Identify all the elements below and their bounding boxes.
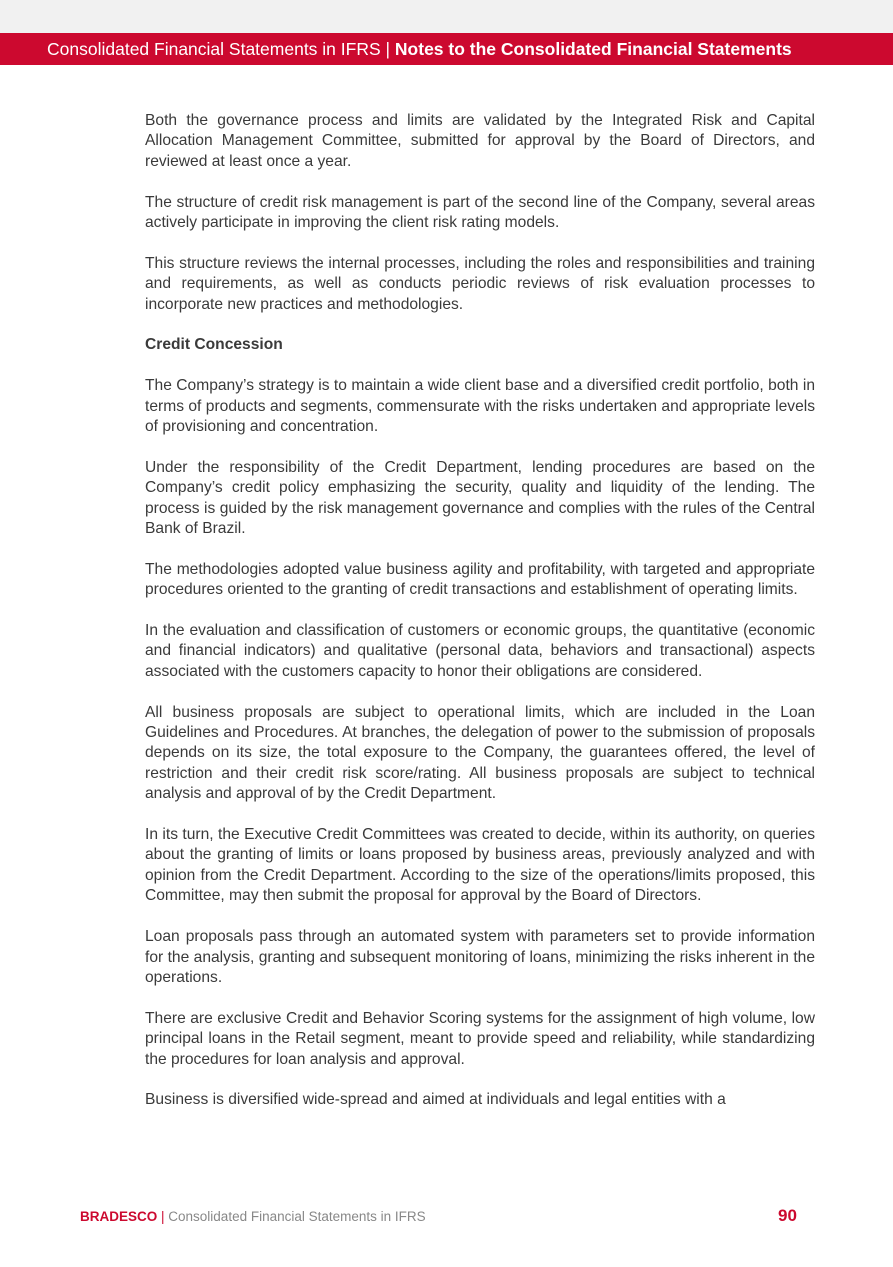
document-body	[145, 111, 815, 1131]
paragraph-reviews: This structure reviews the internal processes, including the roles and responsibilities and training and requirements, as well as conducts periodic reviews of risk evaluation processes to incorporate new practices and methodologies.	[145, 254, 815, 313]
paragraph-committees: In its turn, the Executive Credit Committees was created to decide, within its authority, on queries about the granting of limits or loans proposed by business areas, previously analyzed and with opinion from the Credit Department. According to the size of the operations/limits proposed, this Committee, may then submit the proposal for approval by the Board of Directors.	[145, 826, 815, 905]
paragraph-scoring: There are exclusive Credit and Behavior Scoring systems for the assignment of high volume, low principal loans in the Retail segment, meant to provide speed and reliability, while standardizing the procedures for loan analysis and approval.	[145, 1009, 815, 1068]
paragraph-structure: The structure of credit risk management is part of the second line of the Company, several areas actively participate in improving the client risk rating models.	[145, 193, 815, 232]
footer-brand: BRADESCO	[80, 1209, 158, 1224]
page-number: 90	[778, 1206, 797, 1225]
paragraph-strategy: The Company’s strategy is to maintain a wide client base and a diversified credit portfolio, both in terms of products and segments, commensurate with the risks undertaken and appropriate levels of provisioning and concentration.	[145, 377, 815, 436]
top-strip	[0, 0, 893, 33]
paragraph-governance: Both the governance process and limits are validated by the Integrated Risk and Capital Allocation Management Committee, submitted for approval by the Board of Directors, and reviewed at least once a year.	[145, 112, 815, 170]
header-separator: |	[380, 39, 395, 59]
footer	[80, 1209, 426, 1224]
paragraph-proposals: All business proposals are subject to operational limits, which are included in the Loan Guidelines and Procedures. At branches, the delegation of power to the submission of proposals depends on its size, the total exposure to the Company, the guarantees offered, the level of restriction and their credit risk score/rating. All business proposals are subject to technical analysis and approval of by the Credit Department.	[145, 703, 815, 803]
paragraph-automated-system: Loan proposals pass through an automated system with parameters set to provide information for the analysis, granting and subsequent monitoring of loans, minimizing the risks inherent in the operations.	[145, 928, 815, 986]
paragraph-credit-department: Under the responsibility of the Credit Department, lending procedures are based on the Company’s credit policy emphasizing the security, quality and liquidity of the lending. The process is guided by the risk management governance and complies with the rules of the Central Bank of Brazil.	[145, 458, 815, 538]
paragraph-methodologies: The methodologies adopted value business agility and profitability, with targeted and appropriate procedures oriented to the granting of credit transactions and establishment of operating limits.	[145, 560, 815, 599]
header-title-right: Notes to the Consolidated Financial Statements	[394, 39, 792, 59]
paragraph-business: Business is diversified wide-spread and aimed at individuals and legal entities with a	[145, 1091, 726, 1109]
footer-separator: |	[157, 1209, 169, 1224]
paragraph-evaluation: In the evaluation and classification of customers or economic groups, the quantitative (economic and financial indicators) and qualitative (personal data, behaviors and transactional) aspects associated with the customers capacity to honor their obligations are considered.	[145, 622, 815, 680]
footer-subtitle: Consolidated Financial Statements in IFRS	[168, 1209, 426, 1224]
header-title-left: Consolidated Financial Statements in IFRS	[47, 39, 381, 59]
section-heading: Credit Concession	[145, 336, 283, 354]
header-banner	[0, 33, 893, 65]
